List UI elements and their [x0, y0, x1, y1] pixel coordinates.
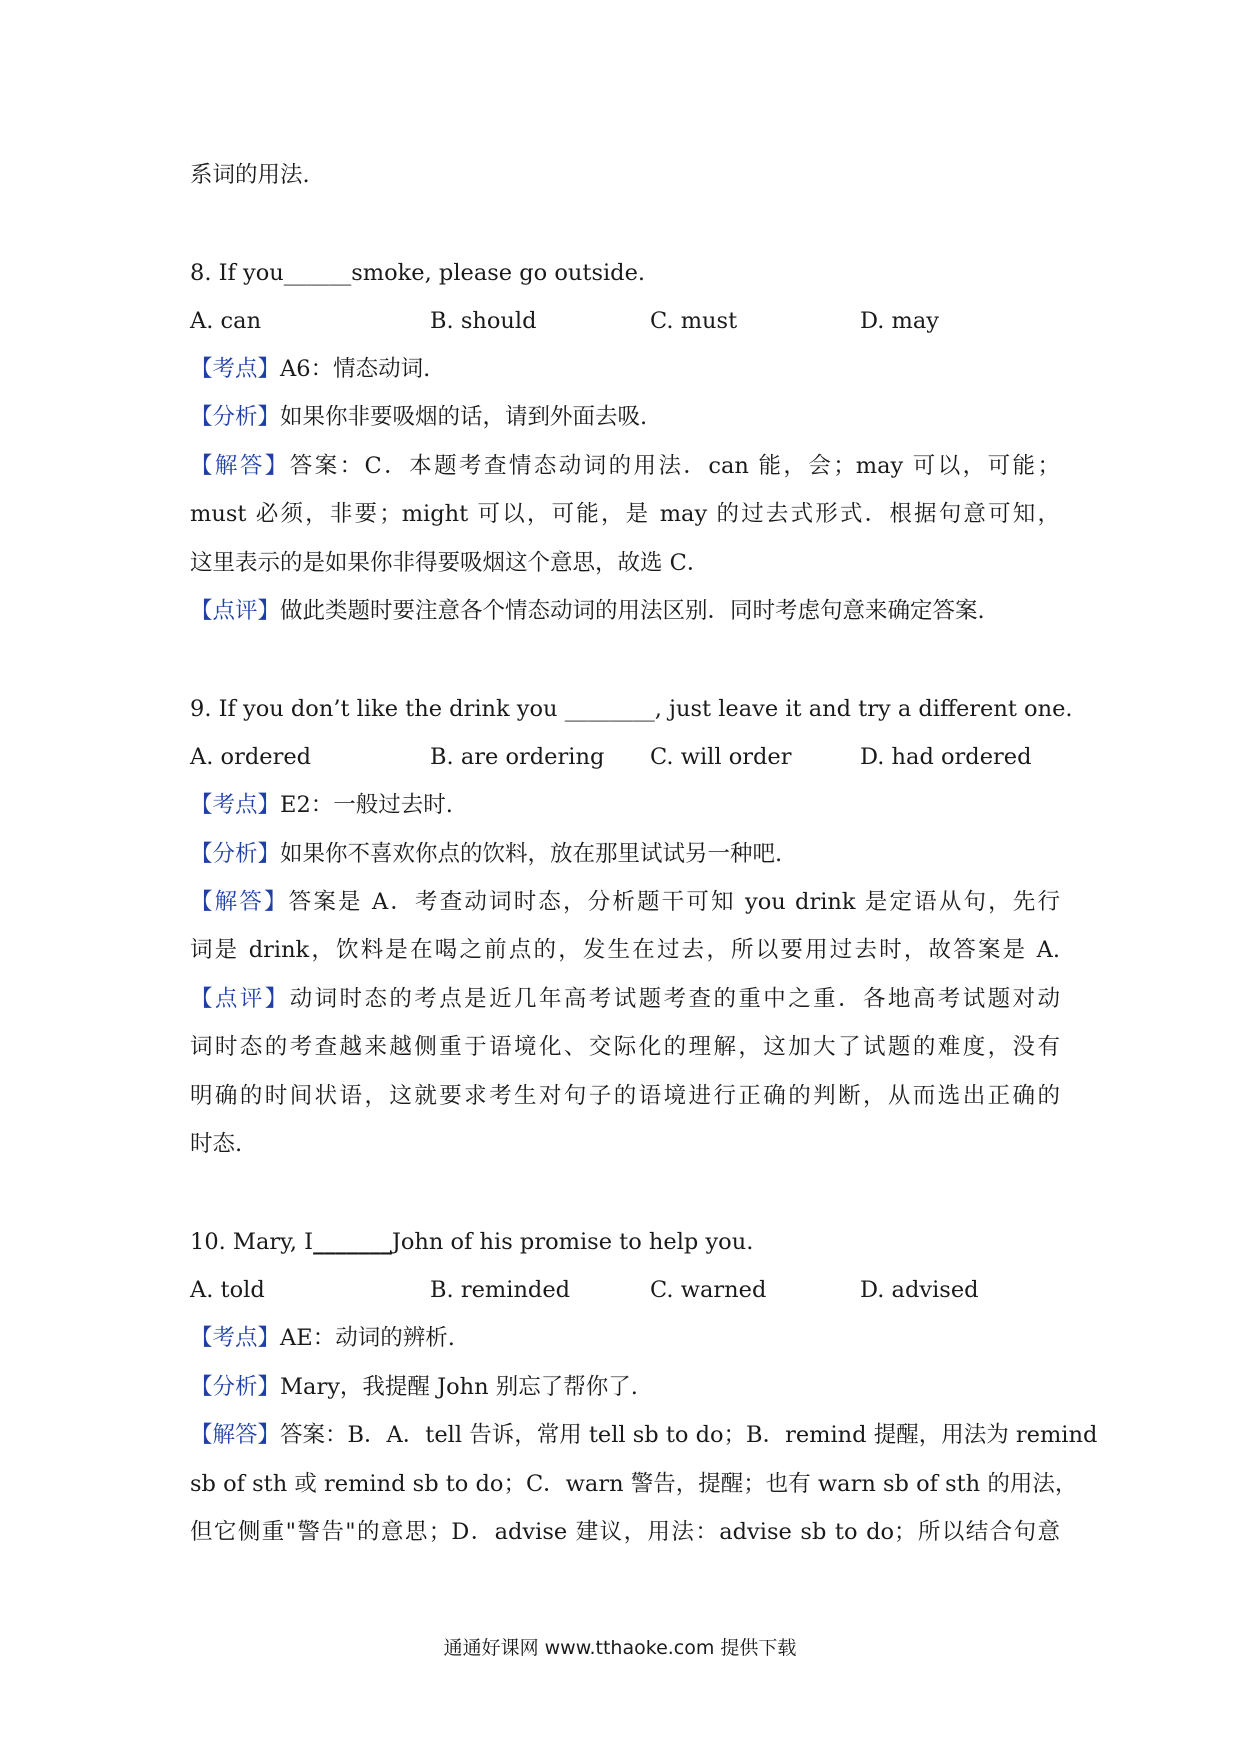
kaodian-text: A6：情态动词. — [280, 356, 431, 382]
fenxi-tag: 【分析】 — [190, 1374, 281, 1400]
option-d: D. may — [860, 308, 940, 334]
jieda-tag: 【解答】 — [190, 453, 290, 479]
question-10-fenxi — [190, 1372, 1060, 1402]
option-c: C. will order — [650, 744, 792, 770]
kaodian-tag: 【考点】 — [190, 1325, 281, 1351]
fenxi-text: 如果你不喜欢你点的饮料，放在那里试试另一种吧. — [280, 841, 783, 867]
jieda-tag: 【解答】 — [190, 1422, 281, 1448]
option-a: A. can — [190, 308, 262, 334]
question-8-kaodian — [190, 354, 1060, 384]
kaodian-text: E2：一般过去时. — [280, 792, 453, 818]
question-10-jieda-line-2: sb of sth 或 remind sb to do；C．warn 警告，提醒；也有 warn sb of sth 的用法， — [190, 1471, 1078, 1497]
question-9-dianping-line-3: 明确的时间状语，这就要求考生对句子的语境进行正确的判断，从而选出正确的 — [190, 1083, 1060, 1109]
option-b: B. should — [430, 308, 537, 334]
question-8-jieda-line-1 — [190, 451, 1060, 481]
fenxi-tag: 【分析】 — [190, 841, 281, 867]
page-footer: 通通好课网 www.tthaoke.com 提供下载 — [443, 1637, 797, 1659]
option-c: C. warned — [650, 1277, 767, 1303]
question-8-jieda-line-2: must 必须，非要；might 可以，可能，是 may 的过去式形式．根据句意可知， — [190, 501, 1060, 527]
question-10-jieda-line-1 — [190, 1420, 1098, 1450]
fenxi-text: 如果你非要吸烟的话，请到外面去吸. — [280, 404, 648, 430]
intro-line: 系词的用法. — [190, 162, 310, 188]
question-8-jieda-line-3: 这里表示的是如果你非得要吸烟这个意思，故选 C． — [190, 550, 710, 576]
option-a: A. told — [190, 1277, 265, 1303]
jieda-text: 答案：B．A．tell 告诉，常用 tell sb to do；B．remind 提醒，用法为 remind — [280, 1422, 1098, 1448]
question-8-dianping — [190, 596, 1060, 626]
question-9-options — [0, 742, 1240, 772]
option-d: D. advised — [860, 1277, 979, 1303]
question-9-dianping-line-4: 时态. — [190, 1131, 243, 1157]
option-b: B. are ordering — [430, 744, 605, 770]
option-d: D. had ordered — [860, 744, 1032, 770]
kaodian-tag: 【考点】 — [190, 792, 281, 818]
option-c: C. must — [650, 308, 738, 334]
question-10-options — [0, 1275, 1240, 1305]
question-9-stem: 9. If you don’t like the drink you ________, just leave it and try a different one. — [190, 696, 1073, 722]
question-10-jieda-line-3: 但它侧重"警告"的意思；D．advise 建议，用法：advise sb to do；所以结合句意 — [190, 1519, 1060, 1545]
jieda-tag: 【解答】 — [190, 889, 289, 915]
question-9-jieda-line-2: 词是 drink，饮料是在喝之前点的，发生在过去，所以要用过去时，故答案是 A. — [190, 937, 1060, 963]
stem-blank: _______ — [313, 1229, 392, 1255]
fenxi-text: Mary，我提醒 John 别忘了帮你了. — [280, 1374, 638, 1400]
question-8-stem: 8. If you______smoke, please go outside. — [190, 260, 646, 286]
dianping-text: 动词时态的考点是近几年高考试题考查的重中之重．各地高考试题对动 — [289, 986, 1060, 1012]
question-9-jieda-line-1 — [190, 887, 1060, 917]
option-a: A. ordered — [190, 744, 312, 770]
question-10-stem — [190, 1227, 1060, 1257]
question-10-kaodian — [190, 1323, 1060, 1353]
question-8-options — [0, 306, 1240, 336]
dianping-tag: 【点评】 — [190, 986, 290, 1012]
dianping-tag: 【点评】 — [190, 598, 281, 624]
option-b: B. reminded — [430, 1277, 571, 1303]
jieda-text: 答案：C．本题考查情态动词的用法．can 能，会；may 可以，可能； — [289, 453, 1060, 479]
kaodian-text: AE：动词的辨析. — [280, 1325, 455, 1351]
stem-suffix: John of his promise to help you. — [391, 1229, 754, 1255]
question-8-fenxi — [190, 402, 1060, 432]
question-9-dianping-line-2: 词时态的考查越来越侧重于语境化、交际化的理解，这加大了试题的难度，没有 — [190, 1034, 1060, 1060]
jieda-text: 答案是 A．考查动词时态，分析题干可知 you drink 是定语从句，先行 — [288, 889, 1060, 915]
question-9-fenxi — [190, 839, 1060, 869]
fenxi-tag: 【分析】 — [190, 404, 281, 430]
question-9-kaodian — [190, 790, 1060, 820]
question-9-dianping-line-1 — [190, 984, 1060, 1014]
stem-prefix: 10. Mary, I — [190, 1229, 314, 1255]
dianping-text: 做此类题时要注意各个情态动词的用法区别．同时考虑句意来确定答案. — [280, 598, 985, 624]
kaodian-tag: 【考点】 — [190, 356, 281, 382]
